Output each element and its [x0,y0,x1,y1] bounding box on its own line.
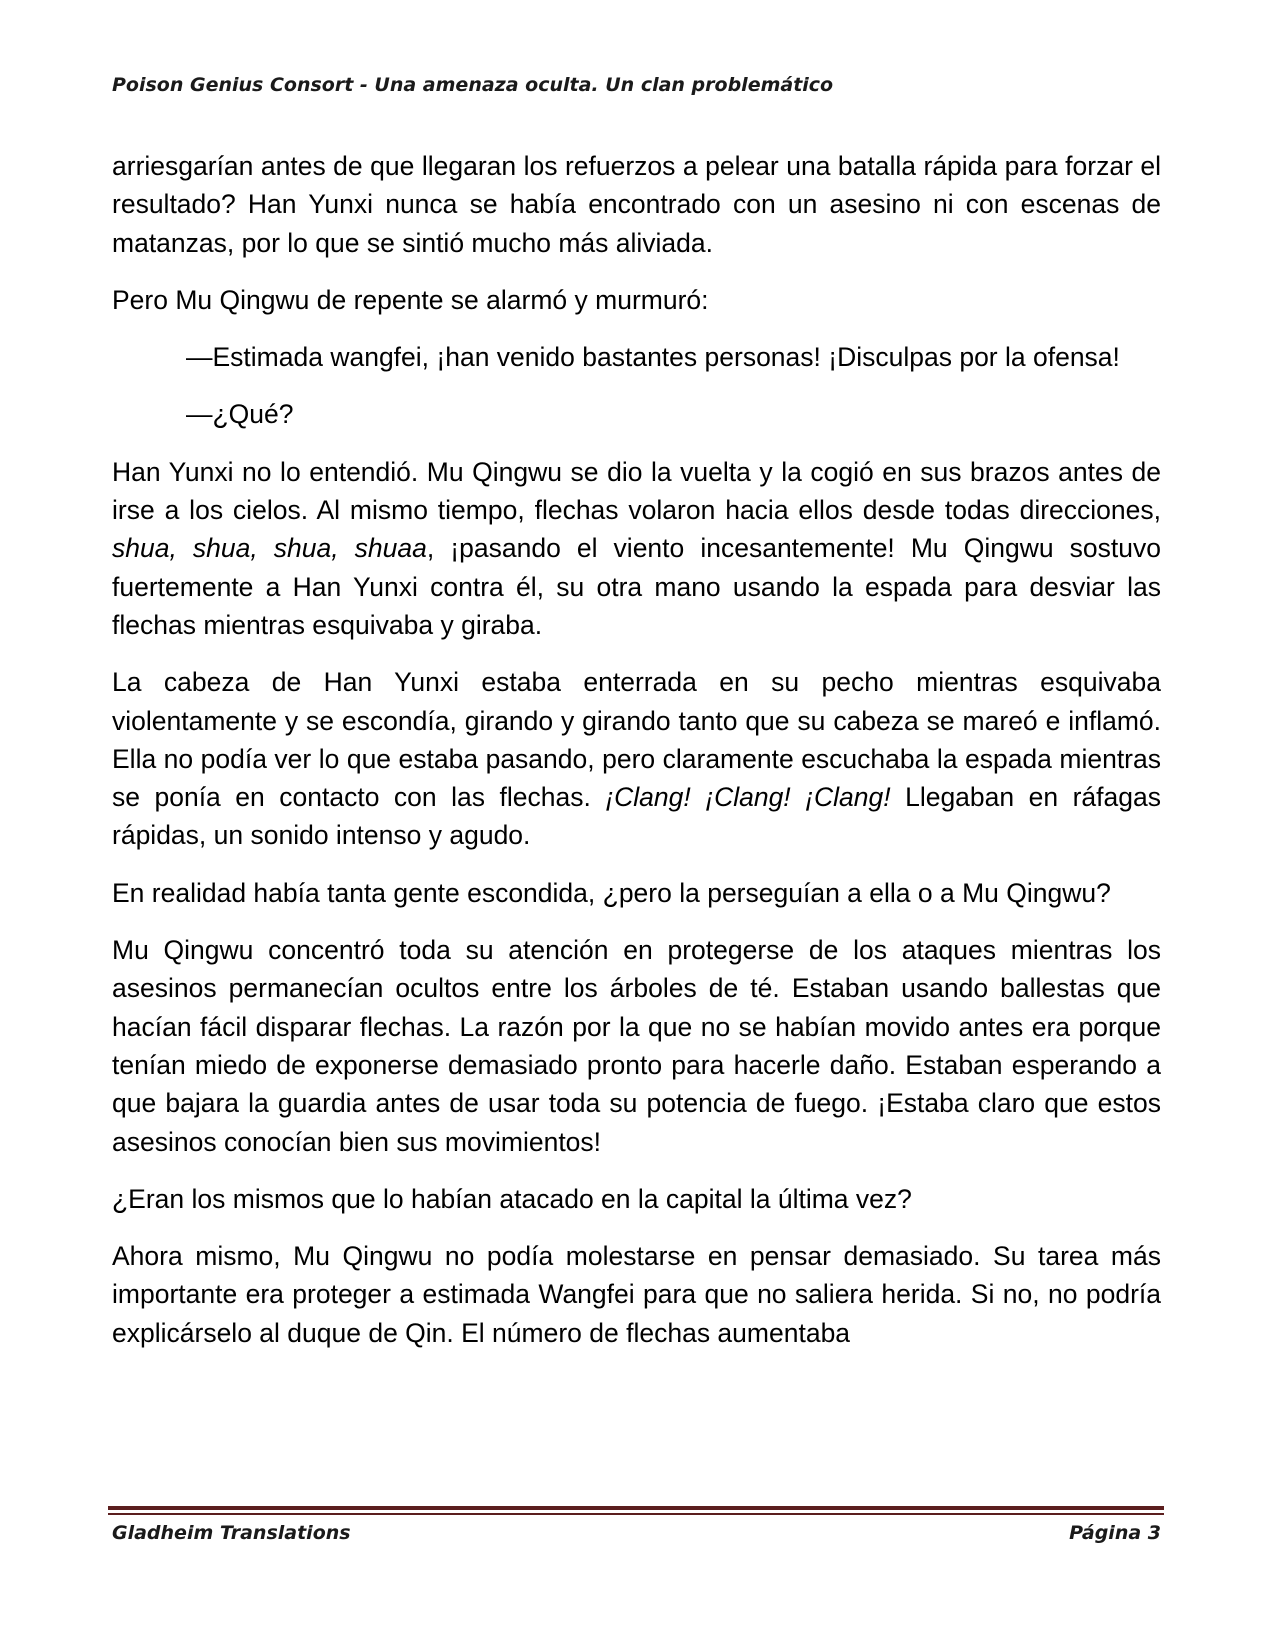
paragraph-4-text-a: La cabeza de Han Yunxi estaba enterrada en su pecho mientras esquivaba violentamente y se escondía, girando y girando tanto que su cabeza se mareó e inflamó. Ella no podía ver lo que estaba pasando, pero claramente escuchaba la espada mientras se ponía en contacto con las flechas. [112,667,1161,813]
paragraph-3 [112,453,1161,644]
paragraph-3-text-c: , ¡pasando el viento incesantemente! Mu Qingwu sostuvo fuertemente a Han Yunxi contra él, su otra mano usando la espada para desviar las flechas mientras esquivaba y giraba. [112,533,1161,640]
footer-rule-thick [108,1506,1164,1510]
footer-publisher: Gladheim Translations [112,1522,351,1544]
paragraph-4-text-c: Llegaban en ráfagas rápidas, un sonido intenso y agudo. [112,782,1161,851]
paragraph-7: ¿Eran los mismos que lo habían atacado en la capital la última vez? [112,1183,912,1214]
onomatopoeia-shua: shua, shua, shua, shuaa [112,533,427,564]
paragraph-3-text-a: Han Yunxi no lo entendió. Mu Qingwu se dio la vuelta y la cogió en sus brazos antes de irse a los cielos. Al mismo tiempo, flechas volaron hacia ellos desde todas direcciones, [112,456,1161,526]
paragraph-1: arriesgarían antes de que llegaran los refuerzos a pelear una batalla rápida para forzar el resultado? Han Yunxi nunca se había encontrado con un asesino ni con escenas de matanzas, por lo que se sintió mucho más aliviada. [112,151,1161,258]
onomatopoeia-clang: ¡Clang! ¡Clang! ¡Clang! [605,782,891,813]
paragraph-8: Ahora mismo, Mu Qingwu no podía molestarse en pensar demasiado. Su tarea más importante era proteger a estimada Wangfei para que no saliera herida. Si no, no podría explicárselo al duque de Qin. El número de flechas aumentaba [112,1241,1161,1348]
dialogue-line-1: —Estimada wangfei, ¡han venido bastantes personas! ¡Disculpas por la ofensa! [186,342,1120,373]
page-header-title: Poison Genius Consort - Una amenaza oculta. Un clan problemático [112,74,834,96]
paragraph-4 [112,663,1161,854]
footer-page-number: Página 3 [1069,1522,1161,1544]
paragraph-2: Pero Mu Qingwu de repente se alarmó y murmuró: [112,284,709,315]
paragraph-5: En realidad había tanta gente escondida, ¿pero la perseguían a ella o a Mu Qingwu? [112,877,1111,908]
page-body [112,147,1161,1371]
dialogue-line-2: —¿Qué? [186,399,294,430]
footer-rule-thin [108,1513,1164,1515]
paragraph-6: Mu Qingwu concentró toda su atención en protegerse de los ataques mientras los asesinos permanecían ocultos entre los árboles de té. Estaban usando ballestas que hacían fácil disparar flechas. La razón por la que no se habían movido antes era porque tenían miedo de exponerse demasiado pronto para hacerle daño. Estaban esperando a que bajara la guardia antes de usar toda su potencia de fuego. ¡Estaba claro que estos asesinos conocían bien sus movimientos! [112,935,1161,1157]
